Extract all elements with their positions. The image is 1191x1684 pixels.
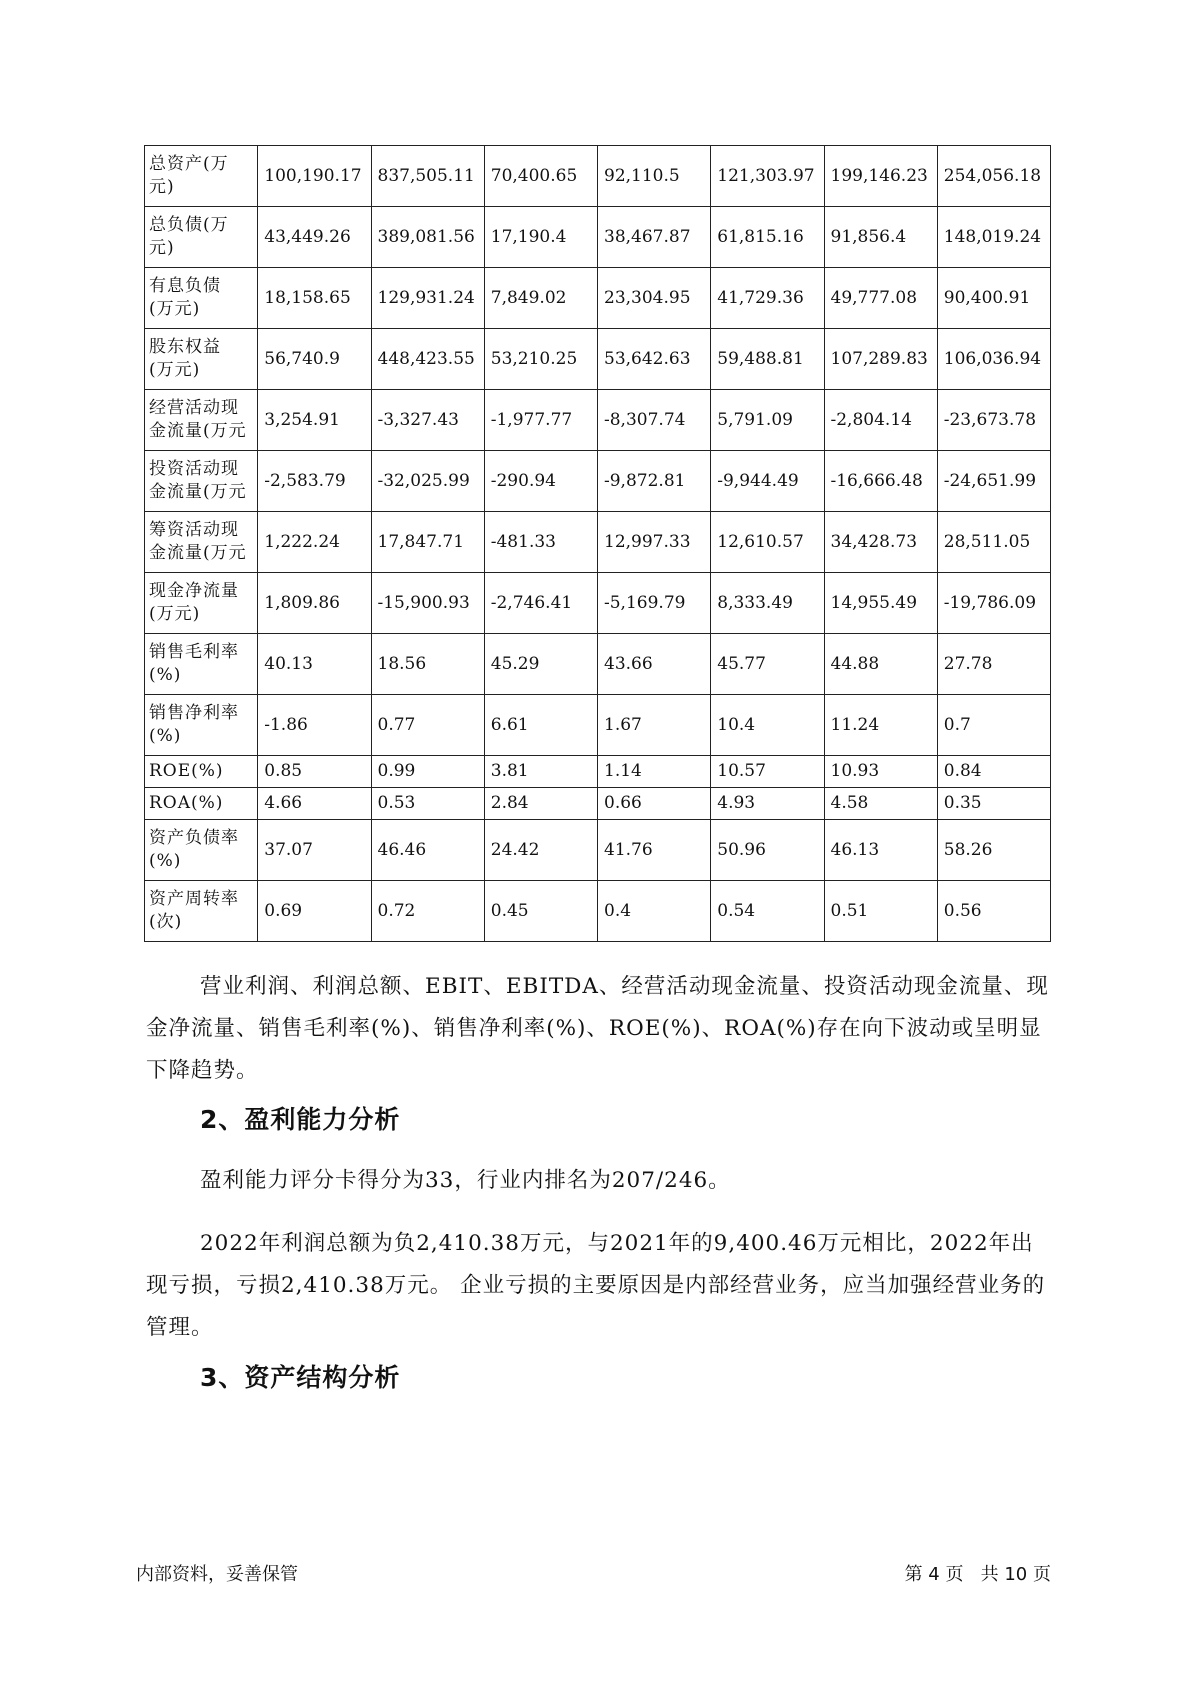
row-label-line-2: 金流量(万元 — [149, 421, 247, 441]
table-row — [145, 268, 1051, 329]
value-cell: 43.66 — [598, 634, 711, 695]
table-row — [145, 881, 1051, 942]
value-cell: -16,666.48 — [824, 451, 937, 512]
value-cell: 14,955.49 — [824, 573, 937, 634]
value-cell: 45.29 — [484, 634, 597, 695]
table-row — [145, 451, 1051, 512]
value-cell: 59,488.81 — [711, 329, 824, 390]
table-row — [145, 390, 1051, 451]
value-cell: 121,303.97 — [711, 146, 824, 207]
row-label-line-2: (%) — [149, 726, 182, 746]
value-cell: 129,931.24 — [371, 268, 484, 329]
value-cell: 0.77 — [371, 695, 484, 756]
row-label-line-2: 金流量(万元 — [149, 482, 247, 502]
row-label-cell — [145, 512, 258, 573]
value-cell: -32,025.99 — [371, 451, 484, 512]
value-cell: 0.69 — [258, 881, 371, 942]
value-cell: -290.94 — [484, 451, 597, 512]
value-cell: 0.56 — [937, 881, 1050, 942]
value-cell: -19,786.09 — [937, 573, 1050, 634]
value-cell: 56,740.9 — [258, 329, 371, 390]
row-label-cell — [145, 268, 258, 329]
value-cell: 0.4 — [598, 881, 711, 942]
value-cell: 0.51 — [824, 881, 937, 942]
row-label-line-2: (次) — [149, 912, 183, 932]
value-cell: 17,190.4 — [484, 207, 597, 268]
row-label-line-1: 经营活动现 — [149, 398, 239, 418]
value-cell: 10.93 — [824, 756, 937, 788]
value-cell: 6.61 — [484, 695, 597, 756]
value-cell: 38,467.87 — [598, 207, 711, 268]
value-cell: 5,791.09 — [711, 390, 824, 451]
row-label-line-1: 总负债(万 — [149, 215, 229, 235]
row-label-line-2: 金流量(万元 — [149, 543, 247, 563]
value-cell: 148,019.24 — [937, 207, 1050, 268]
value-cell: 1,809.86 — [258, 573, 371, 634]
value-cell: 46.13 — [824, 820, 937, 881]
value-cell: 1,222.24 — [258, 512, 371, 573]
row-label-line-1: 股东权益 — [149, 337, 221, 357]
value-cell: -8,307.74 — [598, 390, 711, 451]
table-row — [145, 756, 1051, 788]
value-cell: 28,511.05 — [937, 512, 1050, 573]
value-cell: 0.84 — [937, 756, 1050, 788]
value-cell: 40.13 — [258, 634, 371, 695]
row-label-line-2: (万元) — [149, 299, 201, 319]
value-cell: -9,872.81 — [598, 451, 711, 512]
row-label-cell — [145, 756, 258, 788]
score-paragraph: 盈利能力评分卡得分为33，行业内排名为207/246。 — [200, 1168, 731, 1193]
value-cell: 24.42 — [484, 820, 597, 881]
value-cell: -2,804.14 — [824, 390, 937, 451]
value-cell: 18,158.65 — [258, 268, 371, 329]
value-cell: 45.77 — [711, 634, 824, 695]
trend-paragraph-block — [146, 966, 1051, 1092]
row-label-cell — [145, 207, 258, 268]
value-cell: 17,847.71 — [371, 512, 484, 573]
score-paragraph-block — [146, 1160, 1051, 1202]
value-cell: -2,583.79 — [258, 451, 371, 512]
value-cell: 1.67 — [598, 695, 711, 756]
table-row — [145, 512, 1051, 573]
value-cell: -481.33 — [484, 512, 597, 573]
value-cell: 23,304.95 — [598, 268, 711, 329]
row-label-cell — [145, 329, 258, 390]
row-label-line-1: ROE(%) — [149, 761, 224, 781]
value-cell: 0.99 — [371, 756, 484, 788]
row-label-cell — [145, 695, 258, 756]
table-row — [145, 329, 1051, 390]
row-label-line-1: 总资产(万 — [149, 154, 229, 174]
row-label-line-1: 有息负债 — [149, 276, 221, 296]
value-cell: 18.56 — [371, 634, 484, 695]
value-cell: 3.81 — [484, 756, 597, 788]
value-cell: 4.66 — [258, 788, 371, 820]
value-cell: 0.54 — [711, 881, 824, 942]
value-cell: 837,505.11 — [371, 146, 484, 207]
row-label-line-1: 筹资活动现 — [149, 520, 239, 540]
value-cell: 1.14 — [598, 756, 711, 788]
value-cell: 106,036.94 — [937, 329, 1050, 390]
value-cell: 50.96 — [711, 820, 824, 881]
value-cell: 91,856.4 — [824, 207, 937, 268]
table-row — [145, 820, 1051, 881]
table-row — [145, 207, 1051, 268]
row-label-cell — [145, 146, 258, 207]
row-label-line-2: (万元) — [149, 360, 201, 380]
table-row — [145, 634, 1051, 695]
value-cell: 107,289.83 — [824, 329, 937, 390]
trend-paragraph: 营业利润、利润总额、EBIT、EBITDA、经营活动现金流量、投资活动现金流量、现金净流量、销售毛利率(%)、销售净利率(%)、ROE(%)、ROA(%)存在向下波动或呈明显下降趋势。 — [146, 974, 1049, 1083]
value-cell: 7,849.02 — [484, 268, 597, 329]
profit-paragraph: 2022年利润总额为负2,410.38万元，与2021年的9,400.46万元相比，2022年出现亏损，亏损2,410.38万元。 企业亏损的主要原因是内部经营业务，应当加强经营业务的管理。 — [146, 1231, 1046, 1340]
value-cell: 3,254.91 — [258, 390, 371, 451]
value-cell: 0.53 — [371, 788, 484, 820]
table-row — [145, 573, 1051, 634]
value-cell: 90,400.91 — [937, 268, 1050, 329]
row-label-line-2: 元) — [149, 238, 175, 258]
value-cell: 12,997.33 — [598, 512, 711, 573]
financial-metrics-table — [144, 145, 1051, 942]
value-cell: 53,642.63 — [598, 329, 711, 390]
row-label-cell — [145, 573, 258, 634]
value-cell: 8,333.49 — [711, 573, 824, 634]
table-row — [145, 788, 1051, 820]
row-label-line-1: 现金净流量 — [149, 581, 239, 601]
value-cell: 37.07 — [258, 820, 371, 881]
value-cell: 34,428.73 — [824, 512, 937, 573]
row-label-line-2: (万元) — [149, 604, 201, 624]
row-label-line-1: 资产周转率 — [149, 889, 239, 909]
value-cell: 0.35 — [937, 788, 1050, 820]
value-cell: 0.45 — [484, 881, 597, 942]
value-cell: 0.72 — [371, 881, 484, 942]
footer-page-number: 第 4 页 共 10 页 — [904, 1564, 1051, 1585]
value-cell: -9,944.49 — [711, 451, 824, 512]
value-cell: 254,056.18 — [937, 146, 1050, 207]
value-cell: 389,081.56 — [371, 207, 484, 268]
section-2-heading: 2、盈利能力分析 — [200, 1105, 401, 1134]
value-cell: 199,146.23 — [824, 146, 937, 207]
value-cell: 46.46 — [371, 820, 484, 881]
value-cell: 70,400.65 — [484, 146, 597, 207]
value-cell: -5,169.79 — [598, 573, 711, 634]
row-label-line-2: (%) — [149, 665, 182, 685]
value-cell: 11.24 — [824, 695, 937, 756]
row-label-line-1: 资产负债率 — [149, 828, 239, 848]
value-cell: 92,110.5 — [598, 146, 711, 207]
value-cell: -23,673.78 — [937, 390, 1050, 451]
value-cell: 58.26 — [937, 820, 1050, 881]
row-label-cell — [145, 881, 258, 942]
value-cell: 0.7 — [937, 695, 1050, 756]
value-cell: 27.78 — [937, 634, 1050, 695]
value-cell: 61,815.16 — [711, 207, 824, 268]
value-cell: 49,777.08 — [824, 268, 937, 329]
value-cell: 0.66 — [598, 788, 711, 820]
row-label-line-1: 投资活动现 — [149, 459, 239, 479]
value-cell: 4.58 — [824, 788, 937, 820]
row-label-cell — [145, 451, 258, 512]
value-cell: 53,210.25 — [484, 329, 597, 390]
value-cell: 41.76 — [598, 820, 711, 881]
value-cell: -2,746.41 — [484, 573, 597, 634]
value-cell: 4.93 — [711, 788, 824, 820]
value-cell: -1.86 — [258, 695, 371, 756]
table-row — [145, 146, 1051, 207]
row-label-line-1: 销售净利率 — [149, 703, 239, 723]
value-cell: 12,610.57 — [711, 512, 824, 573]
row-label-cell — [145, 390, 258, 451]
footer-confidential-note: 内部资料，妥善保管 — [136, 1564, 298, 1585]
row-label-line-1: 销售毛利率 — [149, 642, 239, 662]
value-cell: 100,190.17 — [258, 146, 371, 207]
value-cell: 43,449.26 — [258, 207, 371, 268]
section-3-heading: 3、资产结构分析 — [200, 1363, 401, 1392]
value-cell: -15,900.93 — [371, 573, 484, 634]
row-label-line-2: (%) — [149, 851, 182, 871]
value-cell: 10.57 — [711, 756, 824, 788]
value-cell: 0.85 — [258, 756, 371, 788]
row-label-cell — [145, 634, 258, 695]
row-label-cell — [145, 820, 258, 881]
value-cell: -1,977.77 — [484, 390, 597, 451]
value-cell: 10.4 — [711, 695, 824, 756]
table-row — [145, 695, 1051, 756]
table-body — [145, 146, 1051, 942]
value-cell: 44.88 — [824, 634, 937, 695]
value-cell: 448,423.55 — [371, 329, 484, 390]
row-label-line-2: 元) — [149, 177, 175, 197]
value-cell: -3,327.43 — [371, 390, 484, 451]
value-cell: -24,651.99 — [937, 451, 1050, 512]
profit-paragraph-block — [146, 1223, 1051, 1349]
row-label-line-1: ROA(%) — [149, 793, 224, 813]
value-cell: 2.84 — [484, 788, 597, 820]
value-cell: 41,729.36 — [711, 268, 824, 329]
row-label-cell — [145, 788, 258, 820]
